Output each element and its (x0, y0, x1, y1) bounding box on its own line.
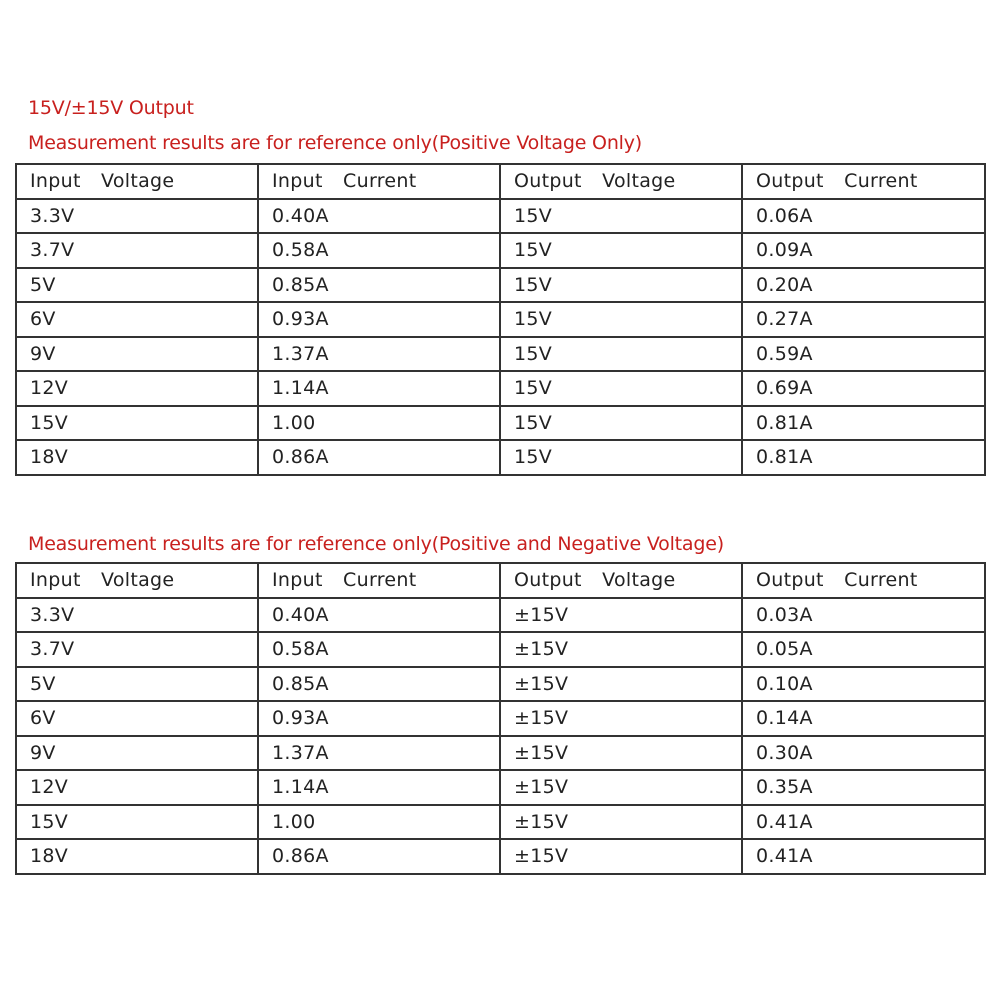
table-cell: 15V (500, 371, 742, 406)
table-cell: ±15V (500, 770, 742, 805)
table-cell: 3.3V (16, 598, 258, 633)
table-cell: 12V (16, 770, 258, 805)
table-cell: 15V (500, 337, 742, 372)
table-row (16, 337, 985, 372)
table-cell: 0.09A (742, 233, 985, 268)
table-cell: 0.59A (742, 337, 985, 372)
table-cell: ±15V (500, 736, 742, 771)
table-row (16, 805, 985, 840)
table-cell: 5V (16, 667, 258, 702)
table-row (16, 736, 985, 771)
table-cell: 0.40A (258, 199, 500, 234)
table-cell: 3.3V (16, 199, 258, 234)
column-header: Input Current (258, 164, 500, 199)
table-row (16, 632, 985, 667)
table-cell: 0.58A (258, 632, 500, 667)
table-cell: 18V (16, 440, 258, 475)
table-row (16, 371, 985, 406)
table-cell: 1.37A (258, 337, 500, 372)
table-cell: 15V (500, 199, 742, 234)
table-cell: 0.40A (258, 598, 500, 633)
table-row (16, 598, 985, 633)
measurement-table-positive (15, 163, 986, 476)
table-cell: 1.37A (258, 736, 500, 771)
table-cell: 15V (500, 406, 742, 441)
table-cell: 0.10A (742, 667, 985, 702)
table-cell: 0.85A (258, 268, 500, 303)
table-cell: 0.27A (742, 302, 985, 337)
table-cell: 3.7V (16, 233, 258, 268)
column-header: Input Voltage (16, 563, 258, 598)
table-row (16, 233, 985, 268)
column-header: Input Voltage (16, 164, 258, 199)
page-title: 15V/±15V Output (28, 97, 194, 119)
table-header-row (16, 164, 985, 199)
table-cell: 0.69A (742, 371, 985, 406)
column-header: Output Current (742, 563, 985, 598)
table-row (16, 406, 985, 441)
table-row (16, 199, 985, 234)
table-cell: ±15V (500, 598, 742, 633)
table-cell: 0.14A (742, 701, 985, 736)
table-row (16, 839, 985, 874)
column-header: Input Current (258, 563, 500, 598)
table-cell: 0.81A (742, 406, 985, 441)
table-cell: 0.06A (742, 199, 985, 234)
table-header-row (16, 563, 985, 598)
table-cell: 0.86A (258, 839, 500, 874)
table-cell: 0.58A (258, 233, 500, 268)
table-cell: 0.41A (742, 839, 985, 874)
table-row (16, 770, 985, 805)
table-cell: 0.05A (742, 632, 985, 667)
table-cell: 15V (500, 268, 742, 303)
table-cell: 0.81A (742, 440, 985, 475)
table-cell: 0.20A (742, 268, 985, 303)
table-cell: 6V (16, 302, 258, 337)
table-cell: 0.85A (258, 667, 500, 702)
table-cell: 1.14A (258, 371, 500, 406)
table-cell: 5V (16, 268, 258, 303)
table-cell: 0.30A (742, 736, 985, 771)
column-header: Output Voltage (500, 563, 742, 598)
table-cell: 1.00 (258, 406, 500, 441)
table-row (16, 268, 985, 303)
table-cell: 15V (500, 440, 742, 475)
table-cell: 1.14A (258, 770, 500, 805)
table-cell: 0.03A (742, 598, 985, 633)
table-caption-positive: Measurement results are for reference only(Positive Voltage Only) (28, 132, 642, 154)
table-cell: 15V (500, 302, 742, 337)
table-cell: 0.41A (742, 805, 985, 840)
table-cell: 0.93A (258, 302, 500, 337)
table-row (16, 440, 985, 475)
table-cell: 12V (16, 371, 258, 406)
column-header: Output Current (742, 164, 985, 199)
table-cell: 0.93A (258, 701, 500, 736)
table-cell: ±15V (500, 839, 742, 874)
table-caption-positive-negative: Measurement results are for reference only(Positive and Negative Voltage) (28, 533, 724, 555)
table-row (16, 302, 985, 337)
table-cell: 9V (16, 736, 258, 771)
table-cell: 9V (16, 337, 258, 372)
table-row (16, 701, 985, 736)
table-cell: 18V (16, 839, 258, 874)
table-cell: 3.7V (16, 632, 258, 667)
column-header: Output Voltage (500, 164, 742, 199)
table-cell: 15V (16, 805, 258, 840)
table-cell: ±15V (500, 805, 742, 840)
table-row (16, 667, 985, 702)
table-cell: 0.35A (742, 770, 985, 805)
table-cell: 6V (16, 701, 258, 736)
table-cell: 1.00 (258, 805, 500, 840)
measurement-table-positive-negative (15, 562, 986, 875)
table-cell: 15V (500, 233, 742, 268)
table-cell: ±15V (500, 667, 742, 702)
table-cell: 0.86A (258, 440, 500, 475)
table-cell: ±15V (500, 632, 742, 667)
table-cell: 15V (16, 406, 258, 441)
table-cell: ±15V (500, 701, 742, 736)
